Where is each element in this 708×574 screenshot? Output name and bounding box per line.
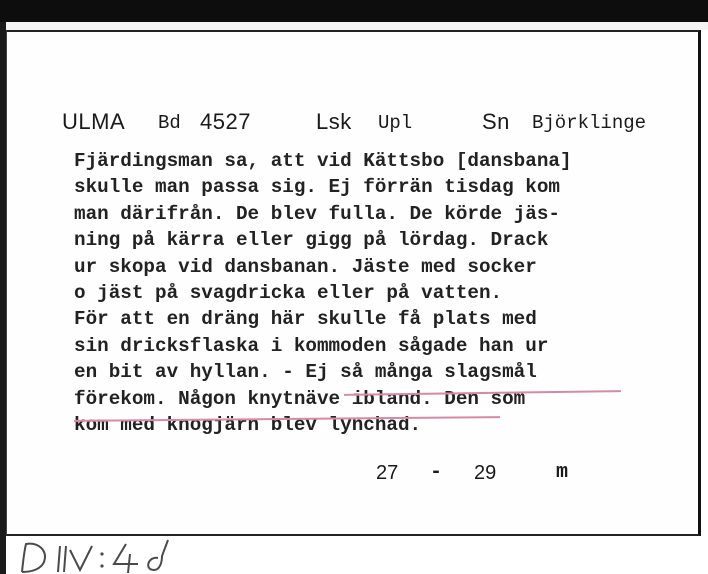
- top-frame-strip: [0, 22, 708, 30]
- top-frame-bar: [0, 0, 708, 22]
- body-line: För att en dräng här skulle få plats med: [74, 308, 537, 331]
- body-line: förekom. Någon knytnäve ibland. Den som: [74, 387, 526, 410]
- age-dash: -: [430, 461, 443, 484]
- body-line: sin dricksflaska i kommoden sågade han ur: [74, 334, 549, 357]
- body-line: ning på kärra eller gigg på lördag. Drack: [74, 229, 549, 252]
- lsk-label: Lsk: [316, 109, 352, 134]
- bd-number: 4527: [200, 109, 251, 134]
- bd-label: Bd: [158, 112, 181, 134]
- card-header: [62, 108, 672, 138]
- body-line: Fjärdingsman sa, att vid Kättsbo [dansbana]: [74, 150, 572, 172]
- body-line: ur skopa vid dansbanan. Jäste med socker: [74, 255, 537, 278]
- archive-code: ULMA: [62, 109, 126, 134]
- gender-mark: m: [556, 461, 569, 484]
- age-to: 29: [474, 462, 497, 484]
- body-line: o jäst på svagdricka eller på vatten.: [74, 281, 503, 304]
- sn-value: Björklinge: [532, 112, 647, 134]
- body-line: man därifrån. De blev fulla. De körde jäs-: [74, 202, 560, 225]
- body-line: kom med knogjärn blev lynchad.: [74, 413, 422, 436]
- lsk-value: Upl: [378, 112, 413, 134]
- body-line: en bit av hyllan. - Ej så många slagsmål: [74, 361, 537, 384]
- handwritten-signature: [8, 536, 188, 574]
- age-from: 27: [376, 462, 399, 484]
- body-line: skulle man passa sig. Ej förrän tisdag kom: [74, 176, 560, 199]
- sn-label: Sn: [482, 109, 510, 134]
